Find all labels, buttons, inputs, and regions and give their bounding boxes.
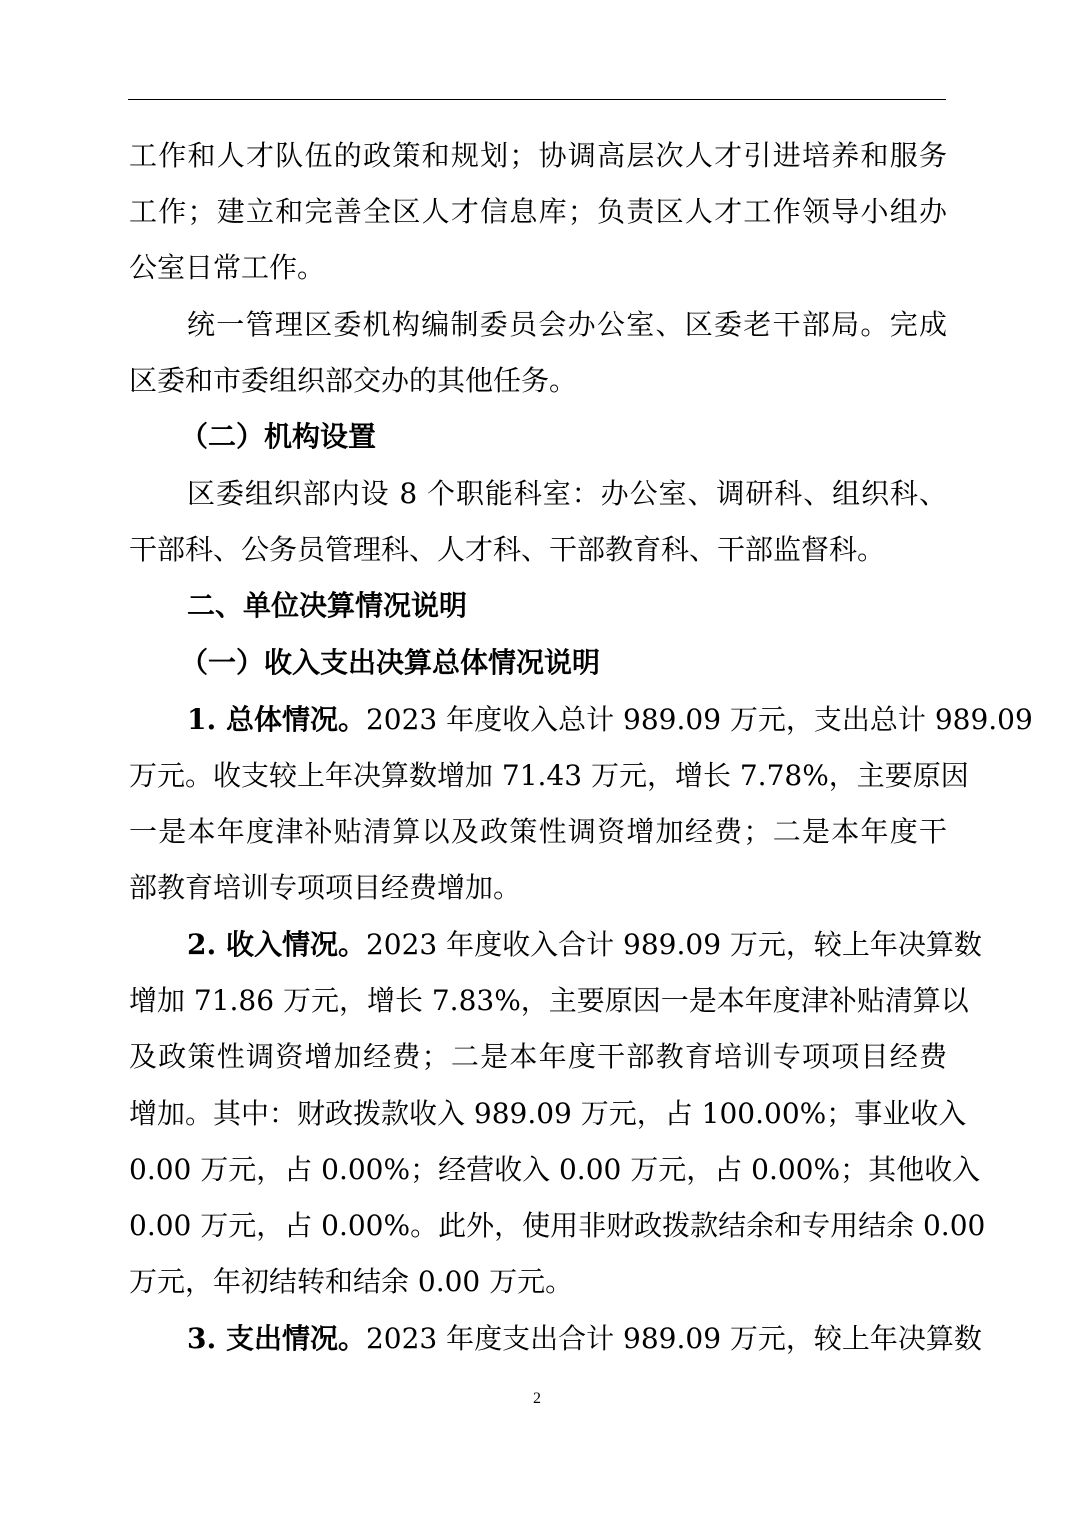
paragraph-label: 3. 支出情况。 — [187, 1322, 366, 1355]
body-line: 及政策性调资增加经费；二是本年度干部教育培训专项项目经费 — [129, 1040, 947, 1073]
header-rule — [128, 99, 946, 100]
paragraph-text: 2023 年度支出合计 989.09 万元，较上年决算数 — [365, 1322, 982, 1355]
paragraph-3-line — [187, 1319, 982, 1359]
section-heading: （一）收入支出决算总体情况说明 — [180, 646, 601, 679]
section-heading: 二、单位决算情况说明 — [187, 589, 468, 622]
paragraph-1-line — [187, 700, 1033, 740]
paragraph-2-line — [187, 925, 982, 965]
body-line: 0.00 万元，占 0.00%；经营收入 0.00 万元，占 0.00%；其他收入 — [129, 1153, 981, 1186]
paragraph-label: 2. 收入情况。 — [187, 928, 366, 961]
body-line: 一是本年度津补贴清算以及政策性调资增加经费；二是本年度干 — [129, 815, 947, 848]
body-line: 公室日常工作。 — [129, 251, 326, 284]
body-line: 万元。收支较上年决算数增加 71.43 万元，增长 7.78%，主要原因 — [129, 759, 969, 792]
body-line: 区委和市委组织部交办的其他任务。 — [129, 364, 578, 397]
body-line: 区委组织部内设 8 个职能科室：办公室、调研科、组织科、 — [187, 477, 947, 510]
body-line: 工作和人才队伍的政策和规划；协调高层次人才引进培养和服务 — [129, 139, 947, 172]
body-line: 工作；建立和完善全区人才信息库；负责区人才工作领导小组办 — [129, 195, 947, 228]
paragraph-text: 2023 年度收入合计 989.09 万元，较上年决算数 — [365, 928, 982, 961]
body-line: 万元，年初结转和结余 0.00 万元。 — [129, 1265, 574, 1298]
paragraph-label: 1. 总体情况。 — [187, 703, 366, 736]
body-line: 0.00 万元，占 0.00%。此外，使用非财政拨款结余和专用结余 0.00 — [129, 1209, 986, 1242]
body-line: 增加。其中：财政拨款收入 989.09 万元，占 100.00%；事业收入 — [129, 1097, 967, 1130]
page-number: 2 — [533, 1390, 541, 1407]
body-line: 增加 71.86 万元，增长 7.83%，主要原因一是本年度津补贴清算以 — [129, 984, 969, 1017]
section-heading: （二）机构设置 — [180, 420, 377, 453]
paragraph-text: 2023 年度收入总计 989.09 万元，支出总计 989.09 — [365, 703, 1033, 736]
body-line: 统一管理区委机构编制委员会办公室、区委老干部局。完成 — [187, 308, 947, 341]
body-line: 部教育培训专项项目经费增加。 — [129, 871, 522, 904]
body-line: 干部科、公务员管理科、人才科、干部教育科、干部监督科。 — [129, 533, 886, 566]
